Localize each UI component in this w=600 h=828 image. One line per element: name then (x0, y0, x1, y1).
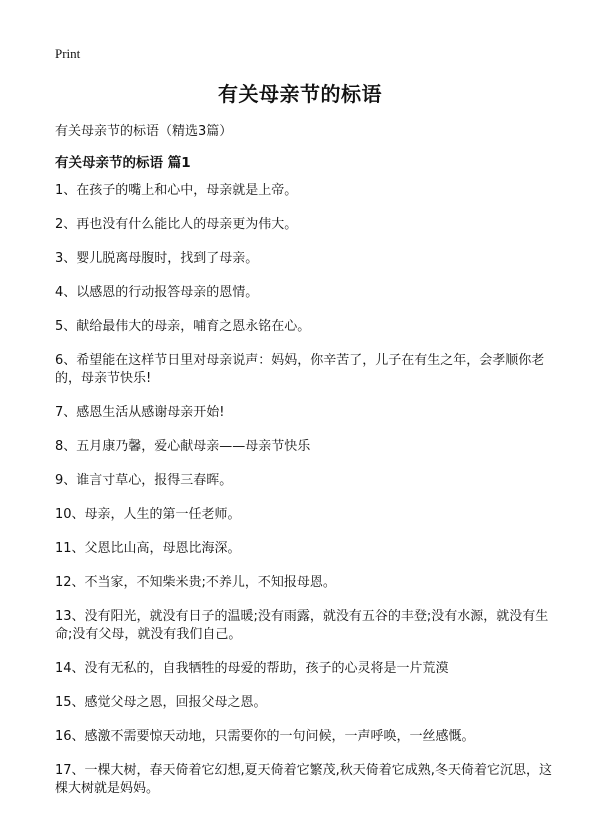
print-link[interactable]: Print (55, 46, 81, 61)
slogan-item: 9、谁言寸草心，报得三春晖。 (55, 473, 233, 488)
slogan-list (55, 182, 555, 814)
page-title: 有关母亲节的标语 (218, 82, 382, 106)
slogan-item: 7、感恩生活从感谢母亲开始! (55, 405, 225, 420)
slogan-item: 6、希望能在这样节日里对母亲说声：妈妈，你辛苦了，儿子在有生之年，会孝顺你老的，母亲节快乐! (55, 353, 545, 386)
slogan-item: 5、献给最伟大的母亲，哺育之恩永铭在心。 (55, 319, 311, 334)
slogan-item: 2、再也没有什么能比人的母亲更为伟大。 (55, 217, 298, 232)
slogan-item: 14、没有无私的，自我牺牲的母爱的帮助，孩子的心灵将是一片荒漠 (55, 661, 449, 676)
slogan-item: 4、以感恩的行动报答母亲的恩情。 (55, 285, 259, 300)
slogan-item: 11、父恩比山高，母恩比海深。 (55, 541, 241, 556)
slogan-item: 17、一棵大树，春天倚着它幻想,夏天倚着它繁茂,秋天倚着它成熟,冬天倚着它沉思，这棵大树就是妈妈。 (55, 763, 552, 796)
slogan-item: 16、感激不需要惊天动地，只需要你的一句问候，一声呼唤，一丝感慨。 (55, 729, 475, 744)
slogan-item: 1、在孩子的嘴上和心中，母亲就是上帝。 (55, 183, 298, 198)
section-heading: 有关母亲节的标语 篇1 (55, 155, 191, 171)
slogan-item: 8、五月康乃馨，爱心献母亲——母亲节快乐 (55, 439, 311, 454)
subtitle: 有关母亲节的标语（精选3篇） (55, 124, 233, 139)
slogan-item: 13、没有阳光，就没有日子的温暖;没有雨露，就没有五谷的丰登;没有水源，就没有生命;没有父母，就没有我们自己。 (55, 609, 549, 642)
slogan-item: 12、不当家，不知柴米贵;不养儿，不知报母恩。 (55, 575, 336, 590)
slogan-item: 10、母亲，人生的第一任老师。 (55, 507, 241, 522)
slogan-item: 3、婴儿脱离母腹时，找到了母亲。 (55, 251, 259, 266)
slogan-item: 15、感觉父母之恩，回报父母之恩。 (55, 695, 267, 710)
